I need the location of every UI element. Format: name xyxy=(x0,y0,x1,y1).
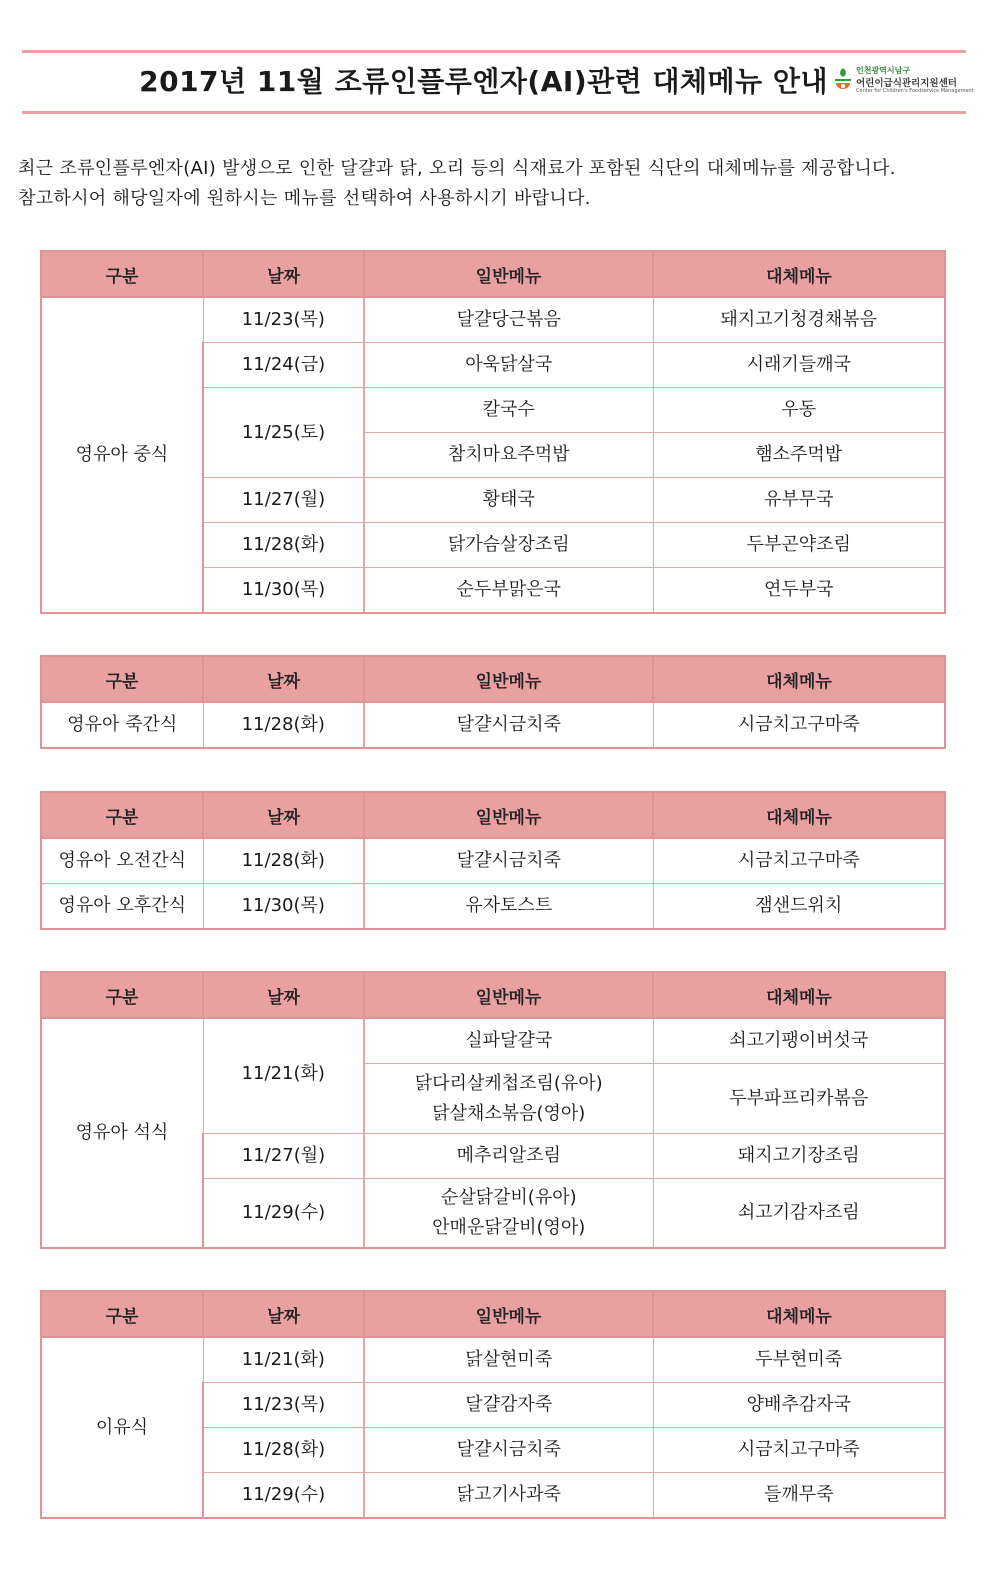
alternative-menu-cell: 돼지고기장조림 xyxy=(653,1134,945,1179)
date-cell: 11/21(화) xyxy=(203,1018,364,1134)
intro-line-1: 최근 조류인플루엔자(AI) 발생으로 인한 달걀과 닭, 오리 등의 식재료가 포함된 식단의 대체메뉴를 제공합니다. xyxy=(18,158,896,179)
col-regular-menu: 일반메뉴 xyxy=(364,1291,653,1337)
intro-paragraph xyxy=(18,154,970,214)
table-header-row xyxy=(41,792,945,838)
page-title: 2017년 11월 조류인플루엔자(AI)관련 대체메뉴 안내 xyxy=(139,65,828,98)
date-cell: 11/27(월) xyxy=(203,1134,364,1179)
category-cell: 영유아 오전간식 xyxy=(41,838,203,884)
alternative-menu-cell: 시래기들깨국 xyxy=(653,343,945,388)
date-cell: 11/23(목) xyxy=(203,297,364,343)
date-cell: 11/24(금) xyxy=(203,343,364,388)
leaf-bowl-icon xyxy=(834,66,852,96)
table-header-row xyxy=(41,251,945,297)
alternative-menu-cell: 양배추감자국 xyxy=(653,1383,945,1428)
col-category: 구분 xyxy=(41,972,203,1018)
regular-menu-cell: 황태국 xyxy=(364,478,653,523)
regular-menu-cell: 참치마요주먹밥 xyxy=(364,433,653,478)
regular-menu-cell: 순두부맑은국 xyxy=(364,568,653,614)
regular-menu-line: 안매운닭갈비(영아) xyxy=(432,1217,586,1238)
col-alternative-menu: 대체메뉴 xyxy=(653,1291,945,1337)
regular-menu-cell: 닭살현미죽 xyxy=(364,1337,653,1383)
col-alternative-menu: 대체메뉴 xyxy=(653,251,945,297)
date-cell: 11/23(목) xyxy=(203,1383,364,1428)
regular-menu-cell: 실파달걀국 xyxy=(364,1018,653,1064)
logo-center-name: 어린이급식관리지원센터 xyxy=(856,78,957,89)
col-regular-menu: 일반메뉴 xyxy=(364,792,653,838)
date-cell: 11/28(화) xyxy=(203,1428,364,1473)
date-cell: 11/25(토) xyxy=(203,388,364,478)
alternative-menu-cell: 쇠고기감자조림 xyxy=(653,1179,945,1249)
col-regular-menu: 일반메뉴 xyxy=(364,656,653,702)
alternative-menu-cell: 들깨무죽 xyxy=(653,1473,945,1519)
logo-english-name: Center for Children's Foodservice Management xyxy=(856,88,974,94)
table-row xyxy=(41,702,945,748)
intro-line-2: 참고하시어 해당일자에 원하시는 메뉴를 선택하여 사용하시기 바랍니다. xyxy=(18,188,591,209)
regular-menu-cell xyxy=(364,1179,653,1249)
regular-menu-cell xyxy=(364,1064,653,1134)
col-date: 날짜 xyxy=(203,1291,364,1337)
regular-menu-line: 닭다리살케첩조림(유아) xyxy=(414,1072,603,1094)
alternative-menu-cell: 우동 xyxy=(653,388,945,433)
date-cell: 11/30(목) xyxy=(203,568,364,614)
col-alternative-menu: 대체메뉴 xyxy=(653,656,945,702)
regular-menu-line: 순살닭갈비(유아) xyxy=(440,1187,577,1208)
alternative-menu-cell: 시금치고구마죽 xyxy=(653,702,945,748)
category-cell: 영유아 죽간식 xyxy=(41,702,203,748)
table-row xyxy=(41,838,945,884)
alternative-menu-cell: 두부곤약조림 xyxy=(653,523,945,568)
col-alternative-menu: 대체메뉴 xyxy=(653,972,945,1018)
baby-food-table xyxy=(40,1290,946,1519)
col-alternative-menu: 대체메뉴 xyxy=(653,792,945,838)
regular-menu-cell: 달걀감자죽 xyxy=(364,1383,653,1428)
regular-menu-cell: 달걀시금치죽 xyxy=(364,702,653,748)
alternative-menu-cell: 유부무국 xyxy=(653,478,945,523)
col-regular-menu: 일반메뉴 xyxy=(364,251,653,297)
col-category: 구분 xyxy=(41,1291,203,1337)
date-cell: 11/30(목) xyxy=(203,884,364,930)
regular-menu-cell: 달걀시금치죽 xyxy=(364,838,653,884)
col-date: 날짜 xyxy=(203,792,364,838)
date-cell: 11/29(수) xyxy=(203,1179,364,1249)
col-date: 날짜 xyxy=(203,656,364,702)
alternative-menu-cell: 쇠고기팽이버섯국 xyxy=(653,1018,945,1064)
date-cell: 11/27(월) xyxy=(203,478,364,523)
category-cell: 영유아 중식 xyxy=(41,297,203,613)
col-category: 구분 xyxy=(41,792,203,838)
top-rule xyxy=(22,50,966,53)
bottom-rule xyxy=(22,111,966,114)
date-cell: 11/28(화) xyxy=(203,523,364,568)
category-cell: 영유아 석식 xyxy=(41,1018,203,1248)
table-row xyxy=(41,297,945,343)
regular-menu-cell: 닭고기사과죽 xyxy=(364,1473,653,1519)
alternative-menu-cell: 두부파프리카볶음 xyxy=(653,1064,945,1134)
col-regular-menu: 일반메뉴 xyxy=(364,972,653,1018)
center-logo xyxy=(834,64,974,100)
table-row xyxy=(41,1337,945,1383)
table-header-row xyxy=(41,656,945,702)
regular-menu-cell: 칼국수 xyxy=(364,388,653,433)
table-row xyxy=(41,884,945,930)
alternative-menu-cell: 돼지고기청경채볶음 xyxy=(653,297,945,343)
col-date: 날짜 xyxy=(203,251,364,297)
alternative-menu-cell: 잼샌드위치 xyxy=(653,884,945,930)
regular-menu-cell: 유자토스트 xyxy=(364,884,653,930)
date-cell: 11/29(수) xyxy=(203,1473,364,1519)
table-header-row xyxy=(41,1291,945,1337)
category-cell: 이유식 xyxy=(41,1337,203,1518)
alternative-menu-cell: 연두부국 xyxy=(653,568,945,614)
table-header-row xyxy=(41,972,945,1018)
date-cell: 11/21(화) xyxy=(203,1337,364,1383)
snack-table xyxy=(40,791,946,930)
category-cell: 영유아 오후간식 xyxy=(41,884,203,930)
logo-district: 인천광역시남구 xyxy=(856,66,911,75)
porridge-snack-table xyxy=(40,655,946,749)
table-row xyxy=(41,1018,945,1064)
dinner-table xyxy=(40,971,946,1249)
alternative-menu-cell: 시금치고구마죽 xyxy=(653,1428,945,1473)
regular-menu-line: 닭살채소볶음(영아) xyxy=(432,1102,586,1124)
alternative-menu-cell: 햄소주먹밥 xyxy=(653,433,945,478)
regular-menu-cell: 달걀당근볶음 xyxy=(364,297,653,343)
regular-menu-cell: 메추리알조림 xyxy=(364,1134,653,1179)
col-date: 날짜 xyxy=(203,972,364,1018)
alternative-menu-cell: 시금치고구마죽 xyxy=(653,838,945,884)
regular-menu-cell: 닭가슴살장조림 xyxy=(364,523,653,568)
col-category: 구분 xyxy=(41,656,203,702)
lunch-table xyxy=(40,250,946,614)
regular-menu-cell: 달걀시금치죽 xyxy=(364,1428,653,1473)
col-category: 구분 xyxy=(41,251,203,297)
date-cell: 11/28(화) xyxy=(203,702,364,748)
alternative-menu-cell: 두부현미죽 xyxy=(653,1337,945,1383)
date-cell: 11/28(화) xyxy=(203,838,364,884)
regular-menu-cell: 아욱닭살국 xyxy=(364,343,653,388)
